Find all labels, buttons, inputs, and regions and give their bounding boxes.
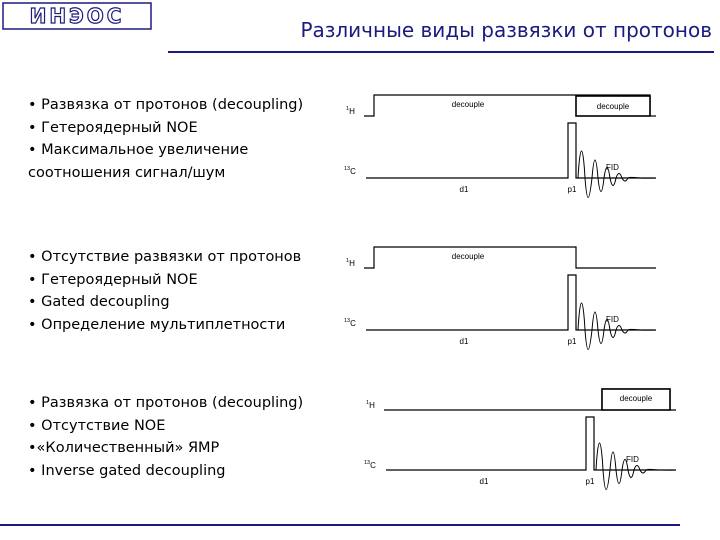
block-2-line-1: • Отсутствие развязки от протонов — [28, 249, 302, 265]
block-3-line-4: • Inverse gated decoupling — [28, 462, 226, 479]
carbon-channel-label: $^{13}$C — [344, 166, 356, 176]
decouple-label-1: decouple — [451, 100, 485, 109]
block-1-line-3: • Максимальное увеличение — [28, 142, 249, 158]
d1-label: d1 — [459, 185, 469, 194]
decouple-label: decouple — [451, 252, 485, 261]
fid-label: FID — [606, 315, 619, 324]
decouple-label-2: decouple — [596, 102, 630, 111]
decouple-label: decouple — [619, 394, 653, 403]
footer-divider — [0, 524, 680, 526]
proton-channel-label: $^1$H — [366, 400, 375, 410]
pulse-diagram-2 — [340, 244, 660, 353]
d1-label: d1 — [459, 337, 469, 346]
proton-channel-label: $^1$H — [346, 258, 355, 268]
logo-text: ИНЭОС — [29, 4, 125, 28]
fid-label: FID — [626, 455, 639, 464]
block-2-line-2: • Гетероядерный NOE — [28, 271, 198, 288]
fid-signal — [578, 303, 656, 350]
text-block-3 — [28, 392, 303, 482]
p1-label: p1 — [567, 337, 577, 346]
block-3-line-1: • Развязка от протонов (decoupling) — [28, 395, 304, 411]
title-divider — [168, 51, 714, 53]
d1-label: d1 — [479, 477, 489, 486]
block-1-line-1: • Развязка от протонов (decoupling) — [28, 97, 304, 113]
block-2-line-3: • Gated decoupling — [28, 294, 170, 310]
fid-label: FID — [606, 163, 619, 172]
block-1-line-4: соотношения сигнал/шум — [28, 164, 226, 181]
p1-label: p1 — [567, 185, 577, 194]
block-3-line-3: •«Количественный» ЯМР — [28, 440, 220, 456]
h-decouple-pulse — [364, 247, 656, 268]
fid-signal — [578, 151, 656, 198]
carbon-channel-label: $^{13}$C — [364, 460, 376, 470]
pulse-diagram-1 — [340, 92, 660, 201]
proton-channel-label: $^1$H — [346, 106, 355, 116]
block-1-line-2: • Гетероядерный NOE — [28, 119, 198, 136]
text-block-2 — [28, 246, 301, 336]
text-block-1 — [28, 94, 303, 184]
carbon-channel-label: $^{13}$C — [344, 318, 356, 328]
pulse-diagram-3 — [360, 386, 680, 495]
fid-signal — [596, 443, 676, 490]
page-title: Различные виды развязки от протонов — [300, 18, 712, 42]
inaos-logo — [2, 2, 152, 30]
block-3-line-2: • Отсутствие NOE — [28, 417, 166, 434]
p1-label: p1 — [585, 477, 595, 486]
block-2-line-4: • Определение мультиплетности — [28, 316, 286, 333]
